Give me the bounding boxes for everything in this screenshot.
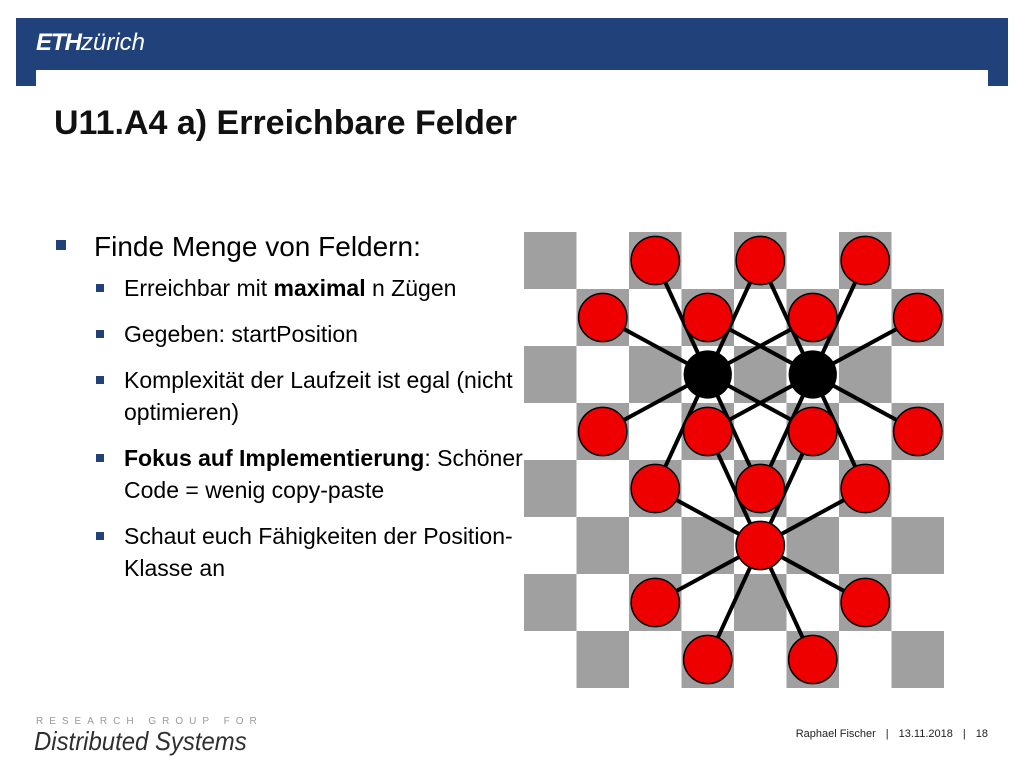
light-square — [892, 574, 945, 631]
reachable-field-marker — [894, 407, 942, 455]
footer-group-name: Distributed Systems — [34, 726, 247, 756]
bullet-main-text: Finde Menge von Feldern: — [94, 231, 421, 262]
reachable-field-marker — [579, 293, 627, 341]
bullet-marker — [96, 284, 104, 292]
bullet-marker — [96, 532, 104, 540]
light-square — [734, 631, 787, 688]
light-square — [839, 517, 892, 574]
bullet-marker — [96, 376, 104, 384]
light-square — [629, 631, 682, 688]
reachable-field-marker — [841, 464, 889, 512]
footer-page-number: 18 — [975, 728, 988, 740]
dark-square — [524, 346, 577, 403]
dark-square — [577, 631, 630, 688]
dark-square — [524, 460, 577, 517]
dark-square — [892, 517, 945, 574]
text-bold: Fokus auf Implementierung — [124, 445, 425, 471]
eth-logo — [36, 28, 145, 58]
logo-zurich: zürich — [81, 29, 146, 56]
light-square — [524, 289, 577, 346]
footer-author: Raphael Fischer — [795, 728, 876, 740]
bullet-sub-5 — [96, 520, 526, 584]
bullet-sub-1-text — [124, 272, 456, 304]
reachable-field-marker — [684, 407, 732, 455]
footer-separator: | — [885, 728, 889, 740]
reachable-field-marker — [736, 464, 784, 512]
bullet-sub-1 — [96, 272, 526, 304]
reachable-field-marker — [789, 407, 837, 455]
dark-square — [577, 517, 630, 574]
light-square — [839, 631, 892, 688]
dark-square — [524, 232, 577, 289]
reachable-field-marker — [894, 293, 942, 341]
footer-meta — [796, 728, 988, 740]
bullet-sub-5-text: Schaut euch Fähigkeiten der Position-Klasse an — [124, 523, 513, 581]
bullet-sub-4-text — [124, 442, 526, 506]
dark-square — [892, 631, 945, 688]
bullet-sub-2 — [96, 318, 526, 350]
light-square — [892, 460, 945, 517]
light-square — [577, 460, 630, 517]
reachable-field-marker — [789, 635, 837, 683]
footer-date: 13.11.2018 — [898, 728, 953, 740]
bullet-list — [56, 228, 526, 598]
header-bar — [16, 18, 1008, 70]
reachable-field-marker — [631, 236, 679, 284]
slide-title: U11.A4 a) Erreichbare Felder — [54, 104, 518, 142]
light-square — [524, 517, 577, 574]
light-square — [524, 631, 577, 688]
reachable-field-marker — [841, 236, 889, 284]
footer-separator: | — [962, 728, 966, 740]
start-position-marker — [684, 350, 732, 398]
light-square — [524, 403, 577, 460]
dark-square — [524, 574, 577, 631]
footer-group-label: RESEARCH GROUP FOR — [36, 716, 263, 727]
bullet-sub-4 — [96, 442, 526, 506]
logo-eth: ETH — [36, 29, 81, 56]
light-square — [577, 232, 630, 289]
bullet-sub-2-text: Gegeben: startPosition — [124, 321, 358, 347]
start-position-marker — [789, 350, 837, 398]
reachable-field-marker — [789, 293, 837, 341]
reachable-field-marker — [841, 578, 889, 626]
light-square — [629, 517, 682, 574]
light-square — [577, 346, 630, 403]
chessboard-diagram — [524, 232, 944, 688]
reachable-field-marker — [684, 293, 732, 341]
light-square — [577, 574, 630, 631]
light-square — [787, 232, 840, 289]
bullet-sub-3 — [96, 364, 526, 428]
reachable-field-marker — [631, 578, 679, 626]
bullet-main — [56, 228, 526, 266]
bullet-sub-3-text: Komplexität der Laufzeit ist egal (nicht optimieren) — [124, 367, 513, 425]
bullet-marker — [96, 330, 104, 338]
reachable-field-marker — [631, 464, 679, 512]
reachable-field-marker — [684, 635, 732, 683]
light-square — [892, 232, 945, 289]
light-square — [892, 346, 945, 403]
text-part: : Schöner Code = wenig copy-paste — [124, 445, 523, 503]
reachable-field-marker — [579, 407, 627, 455]
header-tab-right — [988, 70, 1008, 86]
light-square — [682, 232, 735, 289]
bullet-marker — [96, 454, 104, 462]
text-bold: maximal — [273, 275, 366, 301]
header-tab-left — [16, 70, 36, 86]
bullet-marker — [56, 240, 66, 250]
reachable-field-marker — [736, 236, 784, 284]
text-part: n Zügen — [365, 275, 457, 301]
text-part: Erreichbar mit — [124, 275, 274, 301]
reachable-field-marker — [736, 521, 784, 569]
